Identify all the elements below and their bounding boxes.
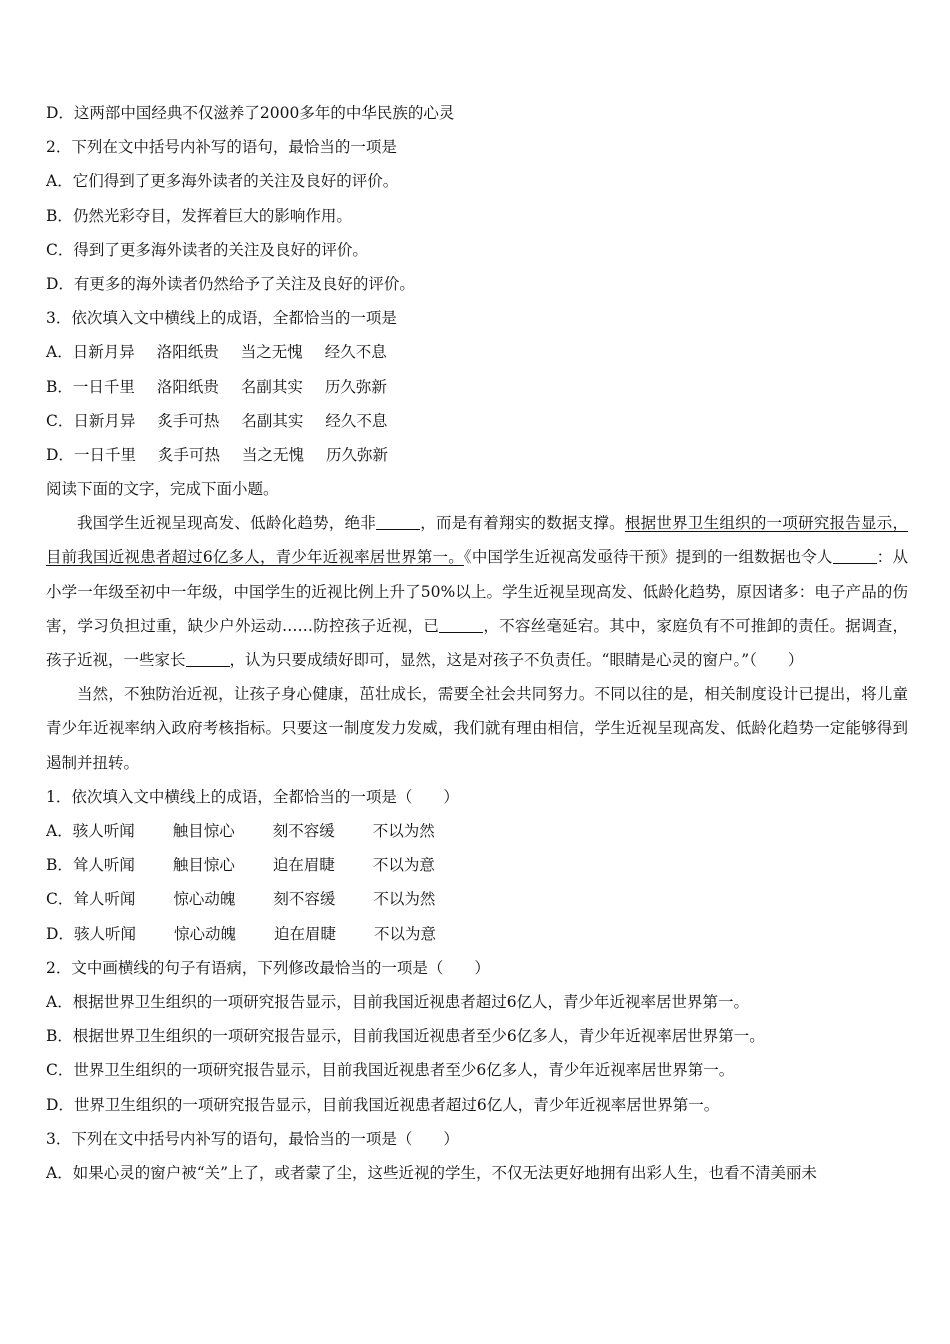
q2-option-b: B．根据世界卫生组织的一项研究报告显示，目前我国近视患者至少6亿多人，青少年近视率居世界第一。: [46, 1027, 765, 1046]
prev-question-3: 3．依次填入文中横线上的成语，全都恰当的一项是: [46, 309, 397, 328]
prev-question-2: 2．下列在文中括号内补写的语句，最恰当的一项是: [46, 138, 397, 157]
underlined-sentence: 根据世界卫生组织的一项研究报告显示，目前我国近视患者超过6亿多人，青少年近视率居世界第一。: [46, 514, 908, 567]
prev-q2-option-d: D．有更多的海外读者仍然给予了关注及良好的评价。: [46, 274, 415, 293]
fill-blank: [439, 618, 483, 633]
q2-option-d: D．世界卫生组织的一项研究报告显示，目前我国近视患者超过6亿人，青少年近视率居世界第一。: [46, 1095, 720, 1114]
question-3-stem: 3．下列在文中括号内补写的语句，最恰当的一项是（ ）: [46, 1129, 459, 1148]
prev-q2-option-b: B．仍然光彩夺目，发挥着巨大的影响作用。: [46, 206, 352, 225]
prev-q3-option-b: B．一日千里 洛阳纸贵 名副其实 历久弥新: [46, 377, 387, 396]
question-1-stem: 1．依次填入文中横线上的成语，全都恰当的一项是（ ）: [46, 787, 459, 806]
q3-option-a: A．如果心灵的窗户被“关”上了，或者蒙了尘，这些近视的学生，不仅无法更好地拥有出彩人生，也看不清美丽未: [46, 1163, 818, 1182]
prev-q3-option-c: C．日新月异 炙手可热 名副其实 经久不息: [46, 411, 388, 430]
q1-option-c: C．耸人听闻 惊心动魄 刻不容缓 不以为然: [46, 890, 436, 909]
fill-blank: [833, 549, 877, 564]
fill-blank: [376, 515, 420, 530]
passage-paragraph-1: 我国学生近视呈现高发、低龄化趋势，绝非 ，而是有着翔实的数据支撑。根据世界卫生组织的一项研究报告显示，目前我国近视患者超过6亿多人，青少年近视率居世界第一。《中国学生近视高发亟待干预》提到的一组数据也令人 ：从小学一年级至初中一年级，中国学生的近视比例上升了50%以上。学生近视呈现高发、低龄化趋势，原因诸多：电子产品的伤害，学习负担过重，缺少户外运动……防控孩子近视，已 ，不容丝毫延宕。其中，家庭负有不可推卸的责任。据调查，孩子近视，一些家长 ，认为只要成绩好即可，显然，这是对孩子不负责任。“眼睛是心灵的窗户。”（ ）: [46, 514, 908, 670]
document-page: [46, 96, 908, 1190]
prev-option-d: D．这两部中国经典不仅滋养了2000多年的中华民族的心灵: [46, 104, 455, 122]
q2-option-c: C．世界卫生组织的一项研究报告显示，目前我国近视患者至少6亿多人，青少年近视率居世界第一。: [46, 1061, 735, 1080]
q1-option-b: B．耸人听闻 触目惊心 迫在眉睫 不以为意: [46, 856, 435, 875]
q1-option-a: A．骇人听闻 触目惊心 刻不容缓 不以为然: [46, 822, 435, 841]
passage-paragraph-2: 当然，不独防治近视，让孩子身心健康，茁壮成长，需要全社会共同努力。不同以往的是，相关制度设计已提出，将儿童青少年近视率纳入政府考核指标。只要这一制度发力发威，我们就有理由相信，学生近视呈现高发、低龄化趋势一定能够得到遏制并扭转。: [46, 685, 908, 772]
prev-q2-option-a: A．它们得到了更多海外读者的关注及良好的评价。: [46, 172, 399, 191]
q1-option-d: D．骇人听闻 惊心动魄 迫在眉睫 不以为意: [46, 924, 436, 943]
question-2-stem: 2．文中画横线的句子有语病，下列修改最恰当的一项是（ ）: [46, 958, 490, 977]
fill-blank: [186, 652, 230, 667]
prev-q2-option-c: C．得到了更多海外读者的关注及良好的评价。: [46, 240, 368, 259]
prev-q3-option-a: A．日新月异 洛阳纸贵 当之无愧 经久不息: [46, 343, 387, 362]
prev-q3-option-d: D．一日千里 炙手可热 当之无愧 历久弥新: [46, 445, 388, 464]
q2-option-a: A．根据世界卫生组织的一项研究报告显示，目前我国近视患者超过6亿人，青少年近视率居世界第一。: [46, 993, 750, 1011]
reading-instruction: 阅读下面的文字，完成下面小题。: [46, 480, 279, 499]
